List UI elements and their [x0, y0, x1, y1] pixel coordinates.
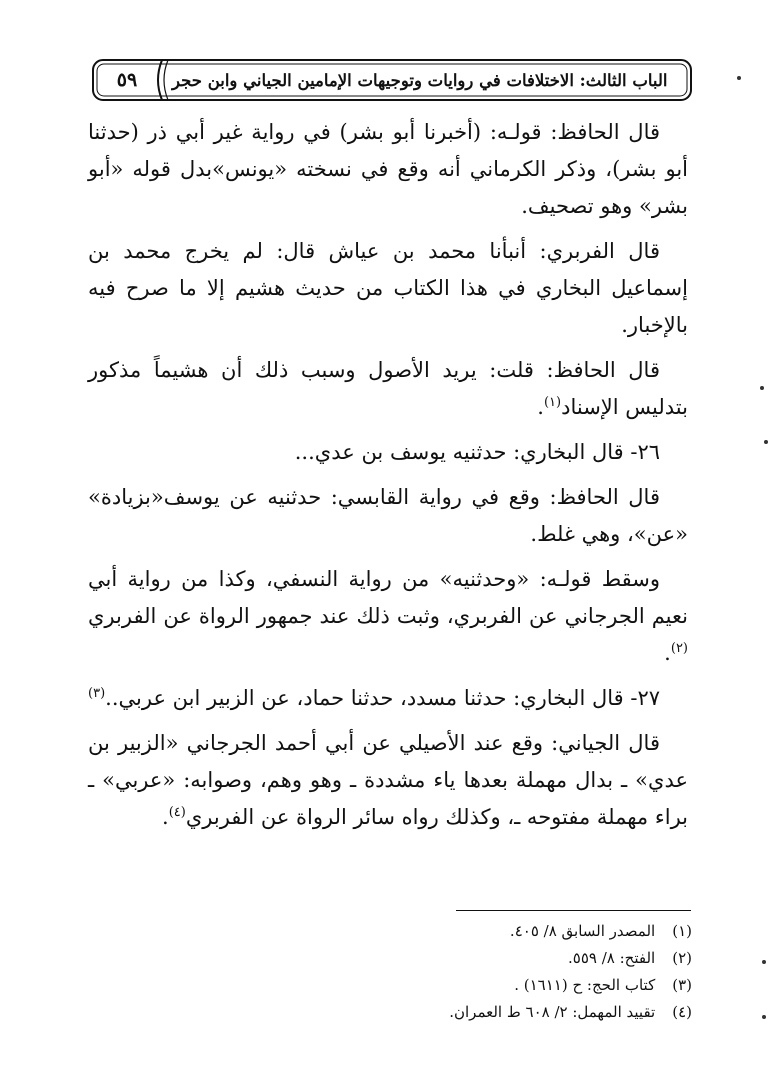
paragraph-5: قال الحافظ: وقع في رواية القابسي: حدثنيه عن يوسف«بزيادة» «عن»، وهي غلط. [88, 485, 688, 546]
paragraph-2: قال الفربري: أنبأنا محمد بن عياش قال: لم يخرج محمد بن إسماعيل البخاري في هذا الكتاب من حديث هشيم إلا ما صرح فيه بالإخبار. [88, 239, 688, 337]
page-number: ٥٩ [116, 69, 138, 91]
paragraph-4: ٢٦- قال البخاري: حدثنيه يوسف بن عدي... [294, 440, 660, 464]
footnote-separator [456, 910, 691, 911]
footnote-ref-2[interactable]: (٢) [670, 641, 688, 656]
margin-mark [762, 1015, 766, 1019]
margin-mark [737, 76, 741, 80]
margin-mark [762, 960, 766, 964]
margin-mark [760, 386, 764, 390]
main-text [88, 114, 688, 844]
paragraph-3: قال الحافظ: قلت: يريد الأصول وسبب ذلك أن هشيماً مذكور بتدليس الإسناد$^{(١)}$. [88, 358, 688, 419]
footnote-3: (٣) كتاب الحج: ح (١٦١١) . [514, 976, 692, 994]
footnote-ref-4[interactable]: (٤) [168, 805, 186, 820]
footnote-ref-3[interactable]: (٣) [88, 686, 106, 701]
footnote-2: (٢) الفتح: ٨/ ٥٥٩. [568, 949, 692, 967]
paragraph-6: وسقط قولـه: «وحدثنيه» من رواية النسفي، وكذا من رواية أبي نعيم الجرجاني عن الفربري، وثبت ذلك عند جمهور الرواة عن الفربري $^{(٢)}$. [88, 567, 688, 665]
chapter-title: الباب الثالث: الاختلافات في روايات وتوجيهات الإمامين الجياني وابن حجر [172, 70, 668, 90]
footnotes [300, 918, 692, 1026]
paragraph-1: قال الحافظ: قولـه: (أخبرنا أبو بشر) في رواية غير أبي ذر (حدثنا أبو بشر)، وذكر الكرماني أنه وقع في نسخته «يونس»بدل قوله «أبو بشر» وهو تصحيف. [88, 120, 688, 218]
footnote-4: (٤) تقييد المهمل: ٢/ ٦٠٨ ط العمران. [449, 1003, 692, 1021]
paragraph-8: قال الجياني: وقع عند الأصيلي عن أبي أحمد الجرجاني «الزبير بن عدي» ـ بدال مهملة بعدها ياء مشددة ـ وهو وهم، وصوابه: «عربي» ـ براء مهملة مفتوحه ـ، وكذلك رواه سائر الرواة عن الفربري$^{(٤)}$. [88, 731, 688, 829]
footnote-ref-1[interactable]: (١) [543, 395, 562, 410]
footnote-1: (١) المصدر السابق ٨/ ٤٠٥. [509, 922, 692, 940]
running-header [92, 58, 692, 102]
paragraph-7: ٢٧- قال البخاري: حدثنا مسدد، حدثنا حماد، عن الزبير ابن عربي..$^{(٣)}$ [88, 686, 660, 710]
margin-mark [764, 440, 768, 444]
